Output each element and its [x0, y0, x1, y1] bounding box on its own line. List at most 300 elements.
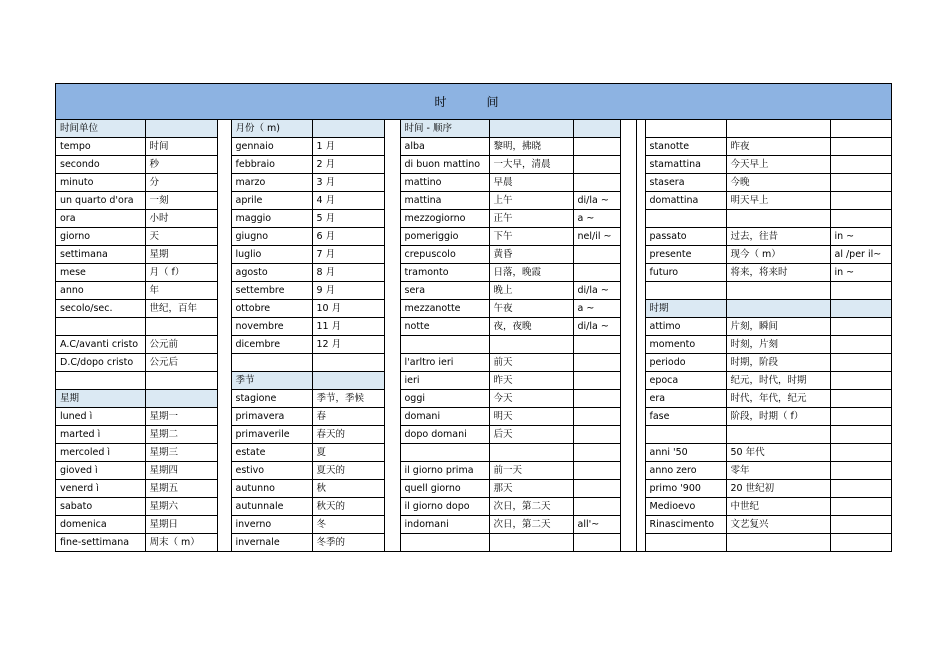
table-cell: 夏天的: [312, 462, 384, 480]
table-cell: [726, 282, 830, 300]
table-cell: [573, 174, 620, 192]
table-cell: [145, 372, 217, 390]
column-gap: [636, 138, 645, 156]
table-cell: 午夜: [489, 300, 573, 318]
table-cell: presente: [645, 246, 726, 264]
table-cell: maggio: [231, 210, 312, 228]
table-cell: 一大早，清晨: [489, 156, 573, 174]
table-row: [56, 246, 891, 264]
table-cell: 星期一: [145, 408, 217, 426]
table-cell: [573, 138, 620, 156]
table-cell: un quarto d'ora: [56, 192, 145, 210]
column-gap: [217, 264, 231, 282]
column-gap: [620, 174, 636, 192]
table-cell: [573, 372, 620, 390]
section-header-cell: 时间 - 顺序: [400, 120, 489, 138]
table-cell: [645, 534, 726, 552]
table-cell: Medioevo: [645, 498, 726, 516]
table-cell: 次日，第二天: [489, 516, 573, 534]
table-cell: 早晨: [489, 174, 573, 192]
column-gap: [620, 264, 636, 282]
table-cell: sabato: [56, 498, 145, 516]
column-gap: [636, 246, 645, 264]
column-gap: [620, 444, 636, 462]
table-cell: 夜，夜晚: [489, 318, 573, 336]
table-cell: 公元前: [145, 336, 217, 354]
table-cell: all'~: [573, 516, 620, 534]
column-gap: [620, 372, 636, 390]
table-cell: aprile: [231, 192, 312, 210]
column-gap: [217, 462, 231, 480]
table-cell: [830, 534, 891, 552]
column-gap: [384, 264, 400, 282]
table-cell: 将来，将来时: [726, 264, 830, 282]
table-cell: 1 月: [312, 138, 384, 156]
table-cell: autunno: [231, 480, 312, 498]
table-cell: [145, 318, 217, 336]
column-gap: [620, 462, 636, 480]
table-cell: dicembre: [231, 336, 312, 354]
column-gap: [620, 210, 636, 228]
table-row: [56, 516, 891, 534]
column-gap: [384, 444, 400, 462]
table-cell: mercoled ì: [56, 444, 145, 462]
sheet-title: [56, 84, 891, 120]
table-cell: settembre: [231, 282, 312, 300]
column-gap: [620, 480, 636, 498]
table-cell: [726, 426, 830, 444]
table-cell: febbraio: [231, 156, 312, 174]
column-gap: [384, 246, 400, 264]
column-gap: [620, 336, 636, 354]
column-gap: [217, 516, 231, 534]
table-cell: primo '900: [645, 480, 726, 498]
column-gap: [636, 228, 645, 246]
table-cell: [726, 534, 830, 552]
table-cell: [830, 390, 891, 408]
table-cell: ora: [56, 210, 145, 228]
table-cell: 年: [145, 282, 217, 300]
column-gap: [620, 516, 636, 534]
table-row: [56, 174, 891, 192]
table-cell: 3 月: [312, 174, 384, 192]
table-cell: 春天的: [312, 426, 384, 444]
table-row: [56, 336, 891, 354]
table-cell: [573, 534, 620, 552]
table-cell: ieri: [400, 372, 489, 390]
table-cell: fine-settimana: [56, 534, 145, 552]
table-cell: 秋天的: [312, 498, 384, 516]
table-row: [56, 192, 891, 210]
table-cell: [573, 354, 620, 372]
table-row: [56, 534, 891, 552]
table-cell: [573, 246, 620, 264]
column-gap: [620, 498, 636, 516]
section-header-cell: [145, 120, 217, 138]
table-cell: 今天早上: [726, 156, 830, 174]
table-row: [56, 156, 891, 174]
table-cell: periodo: [645, 354, 726, 372]
column-gap: [636, 426, 645, 444]
column-gap: [620, 426, 636, 444]
column-gap: [636, 498, 645, 516]
table-cell: 昨夜: [726, 138, 830, 156]
table-cell: [489, 534, 573, 552]
table-cell: estivo: [231, 462, 312, 480]
column-gap: [217, 372, 231, 390]
section-header-cell: 月份（ m): [231, 120, 312, 138]
table-row: [56, 354, 891, 372]
table-cell: [489, 336, 573, 354]
table-cell: 片刻，瞬间: [726, 318, 830, 336]
column-gap: [620, 534, 636, 552]
table-cell: [830, 462, 891, 480]
table-cell: 过去，往昔: [726, 228, 830, 246]
table-cell: [489, 444, 573, 462]
table-cell: 今晚: [726, 174, 830, 192]
column-gap: [636, 120, 645, 138]
table-cell: al /per il~: [830, 246, 891, 264]
column-gap: [384, 354, 400, 372]
table-cell: alba: [400, 138, 489, 156]
table-cell: di/la ~: [573, 318, 620, 336]
table-cell: 秒: [145, 156, 217, 174]
table-cell: 时间: [145, 138, 217, 156]
table-cell: 8 月: [312, 264, 384, 282]
table-cell: Rinascimento: [645, 516, 726, 534]
column-gap: [217, 174, 231, 192]
table-cell: [645, 282, 726, 300]
table-cell: 纪元，时代，时期: [726, 372, 830, 390]
table-cell: luglio: [231, 246, 312, 264]
table-cell: indomani: [400, 516, 489, 534]
table-cell: autunnale: [231, 498, 312, 516]
column-gap: [384, 282, 400, 300]
table-cell: 6 月: [312, 228, 384, 246]
table-row: [56, 462, 891, 480]
table-cell: mese: [56, 264, 145, 282]
column-gap: [384, 336, 400, 354]
table-cell: [573, 336, 620, 354]
column-gap: [217, 210, 231, 228]
table-cell: di/la ~: [573, 282, 620, 300]
column-gap: [384, 462, 400, 480]
table-cell: domattina: [645, 192, 726, 210]
column-gap: [217, 300, 231, 318]
table-cell: 星期六: [145, 498, 217, 516]
table-cell: 月（ f）: [145, 264, 217, 282]
column-gap: [620, 282, 636, 300]
table-cell: 世纪，百年: [145, 300, 217, 318]
column-gap: [636, 444, 645, 462]
column-gap: [636, 390, 645, 408]
table-cell: 一刻: [145, 192, 217, 210]
column-gap: [636, 372, 645, 390]
table-row: [56, 210, 891, 228]
table-cell: [400, 336, 489, 354]
table-cell: domani: [400, 408, 489, 426]
column-gap: [384, 408, 400, 426]
table-cell: 前一天: [489, 462, 573, 480]
table-cell: [573, 390, 620, 408]
table-cell: [830, 354, 891, 372]
table-cell: tramonto: [400, 264, 489, 282]
column-gap: [636, 174, 645, 192]
section-header-cell: 星期: [56, 390, 145, 408]
column-gap: [217, 534, 231, 552]
column-gap: [384, 480, 400, 498]
table-cell: mattina: [400, 192, 489, 210]
table-cell: mezzanotte: [400, 300, 489, 318]
table-cell: [400, 534, 489, 552]
column-gap: [636, 354, 645, 372]
column-gap: [636, 210, 645, 228]
column-gap: [384, 318, 400, 336]
column-gap: [217, 246, 231, 264]
sheet-title-text: 时 间: [434, 95, 513, 109]
section-header-cell: [726, 300, 830, 318]
column-gap: [384, 156, 400, 174]
table-cell: 今天: [489, 390, 573, 408]
table-cell: 星期: [145, 246, 217, 264]
column-gap: [636, 300, 645, 318]
table-cell: [830, 516, 891, 534]
column-gap: [620, 246, 636, 264]
table-cell: 周末（ m）: [145, 534, 217, 552]
table-cell: [231, 354, 312, 372]
table-cell: il giorno dopo: [400, 498, 489, 516]
table-cell: 20 世纪初: [726, 480, 830, 498]
section-header-cell: 季节: [231, 372, 312, 390]
table-cell: [573, 264, 620, 282]
table-cell: primaverile: [231, 426, 312, 444]
section-header-cell: [145, 390, 217, 408]
table-row: [56, 318, 891, 336]
table-cell: settimana: [56, 246, 145, 264]
column-gap: [620, 228, 636, 246]
table-cell: [726, 210, 830, 228]
column-gap: [384, 228, 400, 246]
table-cell: fase: [645, 408, 726, 426]
table-cell: 小时: [145, 210, 217, 228]
table-cell: venerd ì: [56, 480, 145, 498]
table-cell: 10 月: [312, 300, 384, 318]
table-cell: anno zero: [645, 462, 726, 480]
table-cell: 季节，季候: [312, 390, 384, 408]
table-cell: 9 月: [312, 282, 384, 300]
table-cell: tempo: [56, 138, 145, 156]
table-cell: [573, 444, 620, 462]
table-cell: 时刻，片刻: [726, 336, 830, 354]
column-gap: [217, 138, 231, 156]
table-cell: [830, 282, 891, 300]
table-row: [56, 408, 891, 426]
table-cell: 日落，晚霞: [489, 264, 573, 282]
table-cell: [56, 372, 145, 390]
column-gap: [384, 120, 400, 138]
table-cell: secolo/sec.: [56, 300, 145, 318]
table-cell: secondo: [56, 156, 145, 174]
table-cell: 文艺复兴: [726, 516, 830, 534]
table-cell: 中世纪: [726, 498, 830, 516]
table-cell: giugno: [231, 228, 312, 246]
table-cell: [56, 318, 145, 336]
table-cell: 明天早上: [726, 192, 830, 210]
table-cell: il giorno prima: [400, 462, 489, 480]
table-cell: 冬季的: [312, 534, 384, 552]
section-header-cell: [573, 120, 620, 138]
column-gap: [217, 282, 231, 300]
table-cell: 星期三: [145, 444, 217, 462]
section-header-cell: [830, 300, 891, 318]
table-cell: [830, 444, 891, 462]
table-cell: di/la ~: [573, 192, 620, 210]
table-cell: [645, 426, 726, 444]
table-cell: [830, 480, 891, 498]
table-cell: [645, 210, 726, 228]
table-cell: [573, 480, 620, 498]
column-gap: [620, 300, 636, 318]
table-cell: anno: [56, 282, 145, 300]
table-cell: a ~: [573, 300, 620, 318]
table-cell: stanotte: [645, 138, 726, 156]
table-cell: giorno: [56, 228, 145, 246]
table-cell: di buon mattino: [400, 156, 489, 174]
table-cell: 次日，第二天: [489, 498, 573, 516]
column-gap: [217, 444, 231, 462]
table-cell: 星期五: [145, 480, 217, 498]
table-cell: [830, 426, 891, 444]
column-gap: [217, 354, 231, 372]
table-cell: 2 月: [312, 156, 384, 174]
table-cell: [726, 120, 830, 138]
column-gap: [384, 210, 400, 228]
column-gap: [636, 318, 645, 336]
table-cell: [830, 336, 891, 354]
column-gap: [217, 498, 231, 516]
table-cell: [830, 138, 891, 156]
column-gap: [636, 192, 645, 210]
table-cell: 11 月: [312, 318, 384, 336]
table-cell: minuto: [56, 174, 145, 192]
table-cell: 黄昏: [489, 246, 573, 264]
column-gap: [620, 390, 636, 408]
column-gap: [636, 336, 645, 354]
table-row: [56, 498, 891, 516]
column-gap: [384, 516, 400, 534]
column-gap: [620, 354, 636, 372]
table-cell: marzo: [231, 174, 312, 192]
table-cell: [573, 498, 620, 516]
table-cell: gennaio: [231, 138, 312, 156]
column-gap: [384, 372, 400, 390]
column-gap: [217, 408, 231, 426]
section-header-cell: 时间单位: [56, 120, 145, 138]
table-cell: 星期二: [145, 426, 217, 444]
column-gap: [620, 138, 636, 156]
table-cell: in ~: [830, 228, 891, 246]
table-cell: sera: [400, 282, 489, 300]
table-cell: 夏: [312, 444, 384, 462]
table-cell: [573, 426, 620, 444]
vocabulary-sheet: [55, 83, 892, 552]
table-cell: futuro: [645, 264, 726, 282]
column-gap: [217, 156, 231, 174]
table-cell: in ~: [830, 264, 891, 282]
table-cell: 秋: [312, 480, 384, 498]
table-cell: 前天: [489, 354, 573, 372]
table-cell: crepuscolo: [400, 246, 489, 264]
table-cell: D.C/dopo cristo: [56, 354, 145, 372]
table-cell: l'arltro ieri: [400, 354, 489, 372]
table-cell: 星期四: [145, 462, 217, 480]
table-cell: oggi: [400, 390, 489, 408]
column-gap: [217, 480, 231, 498]
table-cell: notte: [400, 318, 489, 336]
table-cell: 4 月: [312, 192, 384, 210]
table-cell: [645, 120, 726, 138]
table-cell: 50 年代: [726, 444, 830, 462]
column-gap: [217, 318, 231, 336]
table-cell: marted ì: [56, 426, 145, 444]
table-row: [56, 300, 891, 318]
table-cell: [573, 408, 620, 426]
column-gap: [217, 426, 231, 444]
column-gap: [384, 390, 400, 408]
table-cell: momento: [645, 336, 726, 354]
table-cell: [830, 498, 891, 516]
table-cell: stamattina: [645, 156, 726, 174]
table-cell: 时期，阶段: [726, 354, 830, 372]
table-cell: 春: [312, 408, 384, 426]
column-gap: [217, 192, 231, 210]
vocabulary-table: [56, 120, 891, 551]
table-row: [56, 264, 891, 282]
table-cell: [830, 120, 891, 138]
table-cell: 星期日: [145, 516, 217, 534]
table-row: [56, 282, 891, 300]
table-cell: 黎明，拂晓: [489, 138, 573, 156]
table-cell: passato: [645, 228, 726, 246]
table-row: [56, 426, 891, 444]
column-gap: [384, 138, 400, 156]
column-gap: [384, 498, 400, 516]
table-cell: stasera: [645, 174, 726, 192]
table-cell: 冬: [312, 516, 384, 534]
table-cell: 晚上: [489, 282, 573, 300]
table-cell: mezzogiorno: [400, 210, 489, 228]
column-gap: [384, 300, 400, 318]
section-header-cell: 时期: [645, 300, 726, 318]
table-cell: gioved ì: [56, 462, 145, 480]
column-gap: [384, 534, 400, 552]
table-cell: [830, 408, 891, 426]
table-cell: nel/il ~: [573, 228, 620, 246]
table-row: [56, 372, 891, 390]
column-gap: [620, 318, 636, 336]
column-gap: [636, 264, 645, 282]
table-cell: era: [645, 390, 726, 408]
column-gap: [636, 282, 645, 300]
table-cell: 昨天: [489, 372, 573, 390]
table-row: [56, 120, 891, 138]
section-header-cell: [489, 120, 573, 138]
column-gap: [620, 408, 636, 426]
column-gap: [636, 156, 645, 174]
table-cell: 上午: [489, 192, 573, 210]
table-cell: luned ì: [56, 408, 145, 426]
column-gap: [384, 174, 400, 192]
